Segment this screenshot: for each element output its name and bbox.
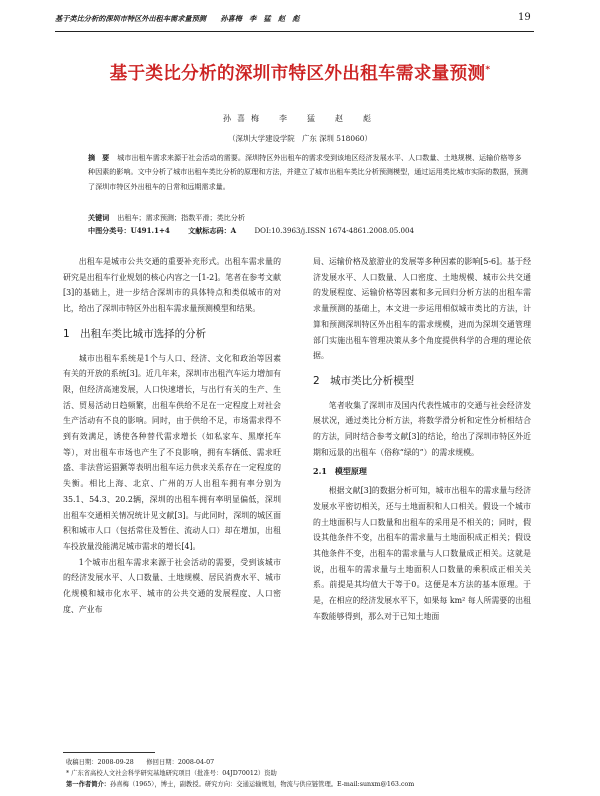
abstract-text: 城市出租车需求来源于社会活动的需要。深圳特区外出租车的需求受到该地区经济发展水平、人口数量、土地规模、运输价格等多种因素的影响。文中分析了城市出租车类比分析的原理和方法，并建立了城市出租车类比分析预测模型，通过运用类比城市实际的数据，预测了深圳市特区外出租车的日常和远期需求量。 — [88, 153, 528, 191]
footnote-author-info: 孙喜梅（1965），博士，副教授。研究方向：交通运输规划，物流与供应链管理。E-mail:sunxm@163.com — [110, 781, 415, 788]
section-2-1-heading: 2.1 模型原理 — [313, 466, 367, 477]
section-2-heading: 2 城市类比分析模型 — [313, 374, 415, 387]
keywords-text: 出租车；需求预测；指数平滑；类比分析 — [117, 213, 245, 222]
abstract — [88, 151, 528, 194]
classification-line — [88, 226, 538, 236]
footnote-rule — [63, 752, 155, 753]
section-2-paragraph-1: 笔者收集了深圳市及国内代表性城市的交通与社会经济发展状况，通过类比分析方法，将数学滑分析和定性分析相结合的方法，同时结合参考文献[3]的结论，给出了深圳市特区外近期和远景的出租车（俗称“绿的”）的需求规模。 — [313, 400, 531, 457]
page-number: 19 — [518, 12, 531, 23]
body-column-right — [313, 254, 531, 624]
keywords-label: 关键词 — [88, 213, 110, 222]
header-rule — [55, 31, 534, 32]
article-authors: 孙喜梅 李 猛 赵 彪 — [223, 114, 377, 123]
section-2-1-paragraph-1: 根据文献[3]的数据分析可知，城市出租车的需求量与经济发展水平密切相关，还与土地面积和人口相关。假设一个城市的土地面积与人口数量和出租车的采用是不相关的；同时，假设其他条件不变，出租车的需求量与土地面积成正相关；假设其他条件不变，出租车的需求量与人口数量成正相关。这就是说，出租车的需求量与土地面积人口数量的乘积成正相关关系。前提是其均值大于等于0。这便是本方法的基本原理。于是，在相应的经济发展水平下，如果每 km² 每人所需要的出租车数能够得到，那么对于已知土地面 — [313, 486, 531, 621]
footnote-author — [66, 779, 414, 788]
author-affiliation: （深圳大学建设学院 广东 深圳 518060） — [228, 134, 372, 143]
title-footnote-mark: * — [485, 65, 491, 76]
article-title-text: 基于类比分析的深圳市特区外出租车需求量预测 — [109, 64, 486, 84]
doi: DOI:10.3963/j.ISSN 1674-4861.2008.05.004 — [254, 226, 415, 235]
section-1-heading: 1 出租车类比城市选择的分析 — [63, 327, 207, 340]
doc-code-label: 文献标志码： — [188, 226, 231, 235]
footnote-author-label: 第一作者简介： — [66, 781, 111, 788]
continued-paragraph: 局、运输价格及旅游业的发展等多种因素的影响[5-6]。基于经济发展水平、人口数量、人口密度、土地规模、城市公共交通的发展程度、运输价格等因素和多元回归分析方法的出租车需求量预测的基础上，本文进一步运用相似城市类比的方法，计算和预测深圳特区外出租车的需求规模，进而为深圳交通管理部门实施出租车管理决策从多个角度提供科学的合理的理论依据。 — [313, 257, 531, 361]
document-code — [188, 226, 236, 235]
clc-label: 中图分类号： — [88, 226, 131, 235]
section-1-paragraph-2: 1个城市出租车需求来源于社会活动的需要，受到该城市的经济发展水平、人口数量、土地规模、居民消费水平、城市化规模和城市化水平、城市的公共交通的发展程度、人口密度、产业布 — [63, 557, 281, 614]
clc-code — [88, 226, 170, 235]
abstract-label: 摘 要 — [88, 153, 110, 162]
footnote-dates: 收稿日期：2008-09-28 修回日期：2008-04-07 — [66, 759, 215, 766]
running-header: 基于类比分析的深圳市特区外出租车需求量预测 孙喜梅 李 猛 赵 彪 — [55, 14, 300, 23]
body-column-left — [63, 254, 281, 617]
doc-code-value: A — [230, 226, 237, 235]
footnote-fund: * 广东省高校人文社会科学研究基地研究项目（批准号：04JD70012）资助 — [66, 770, 277, 777]
section-1-paragraph-1: 城市出租车系统是1个与人口、经济、文化和政治等因素有关的开放的系统[3]。近几年来，深圳市出租汽车运力增加有限，但经济高速发展，人口快速增长，与出行有关的生产、生活、贸易活动日趋频繁，出租车供给不足在一定程度上对社会生产活动有不良的影响。同时，由于供给不足，市场需求得不到有效满足，诱使各种替代需求增长（如私家车、黑摩托车等），对出租车市场也产生了不良影响，拥有车辆低、需求旺盛、非法营运猖獗等表明出租车运力供求关系存在一定程度的失衡。相比上海、北京、广州的万人出租车拥有率分别为35.1、54.3、20.2辆，深圳的出租车拥有率明显偏低，深圳出租车交通相关情况统计见文献[3]。与此同时，深圳的城区面积和城市人口（包括常住及暂住、流动人口）却在增加，出租车投放量没能满足城市需求的增长[4]。 — [63, 353, 281, 551]
intro-paragraph: 出租车是城市公共交通的重要补充形式。出租车需求量的研究是出租车行业规划的核心内容之一[1-2]。笔者在参考文献[3]的基础上，进一步结合深圳市的具体特点和类似城市的对比，给出了深圳市特区外出租车需求量预测模型和结果。 — [63, 257, 281, 314]
article-title — [40, 60, 560, 85]
keywords — [88, 211, 528, 225]
clc-value: U491.1+4 — [130, 226, 170, 235]
